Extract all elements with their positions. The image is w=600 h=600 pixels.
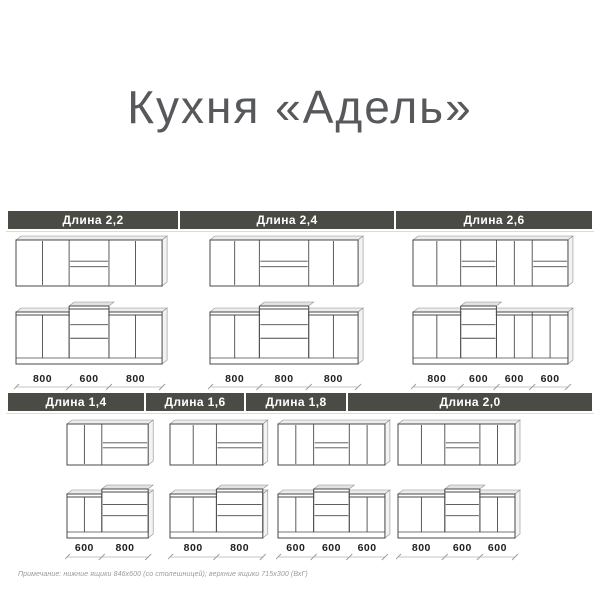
dimension-label: 600 [469, 373, 489, 385]
catalog-row-top-headers [8, 211, 592, 229]
section-title: Длина 2,0 [439, 395, 501, 409]
section-header [246, 393, 346, 411]
dimension-label: 600 [286, 542, 306, 554]
section-header [146, 393, 244, 411]
section-title: Длина 1,8 [265, 395, 327, 409]
section-title: Длина 1,6 [164, 395, 226, 409]
dimension-label: 600 [540, 373, 560, 385]
section-header [180, 211, 394, 229]
section-title: Длина 2,6 [463, 213, 525, 227]
dimension-label: 800 [427, 373, 447, 385]
dimension-label: 800 [323, 373, 343, 385]
section-header [8, 393, 144, 411]
cabinet-drawing [411, 229, 576, 391]
page-title: Кухня «Адель» [127, 81, 473, 133]
catalog-row-bottom-headers [8, 393, 592, 411]
dimension-label: 600 [79, 373, 99, 385]
dimension-label: 600 [321, 542, 341, 554]
dimension-label: 600 [74, 542, 94, 554]
dimension-label: 600 [487, 542, 507, 554]
dimension-label: 800 [126, 373, 146, 385]
dimension-label: 800 [225, 373, 245, 385]
cabinet-drawing [14, 229, 171, 391]
cabinet-drawing [208, 229, 367, 391]
dimension-label: 800 [274, 373, 294, 385]
cabinet-drawing [168, 411, 271, 561]
section-title: Длина 2,2 [62, 213, 124, 227]
dimension-label: 800 [115, 542, 135, 554]
dimension-label: 600 [357, 542, 377, 554]
section-header [348, 393, 592, 411]
dimension-label: 800 [183, 542, 203, 554]
section-header [396, 211, 592, 229]
footnote: Примечание: нижние ящики 846х600 (со столешницей); верхние ящики 715х300 (ВхГ) [18, 571, 308, 578]
dimension-label: 800 [33, 373, 53, 385]
cabinet-drawing [276, 411, 393, 561]
dimension-label: 600 [452, 542, 472, 554]
dimension-label: 600 [504, 373, 524, 385]
dimension-label: 800 [230, 542, 250, 554]
section-title: Длина 1,4 [45, 395, 107, 409]
section-header [8, 211, 178, 229]
cabinet-drawing [65, 411, 157, 561]
cabinet-drawing [396, 411, 523, 561]
section-title: Длина 2,4 [256, 213, 318, 227]
dimension-label: 800 [411, 542, 431, 554]
